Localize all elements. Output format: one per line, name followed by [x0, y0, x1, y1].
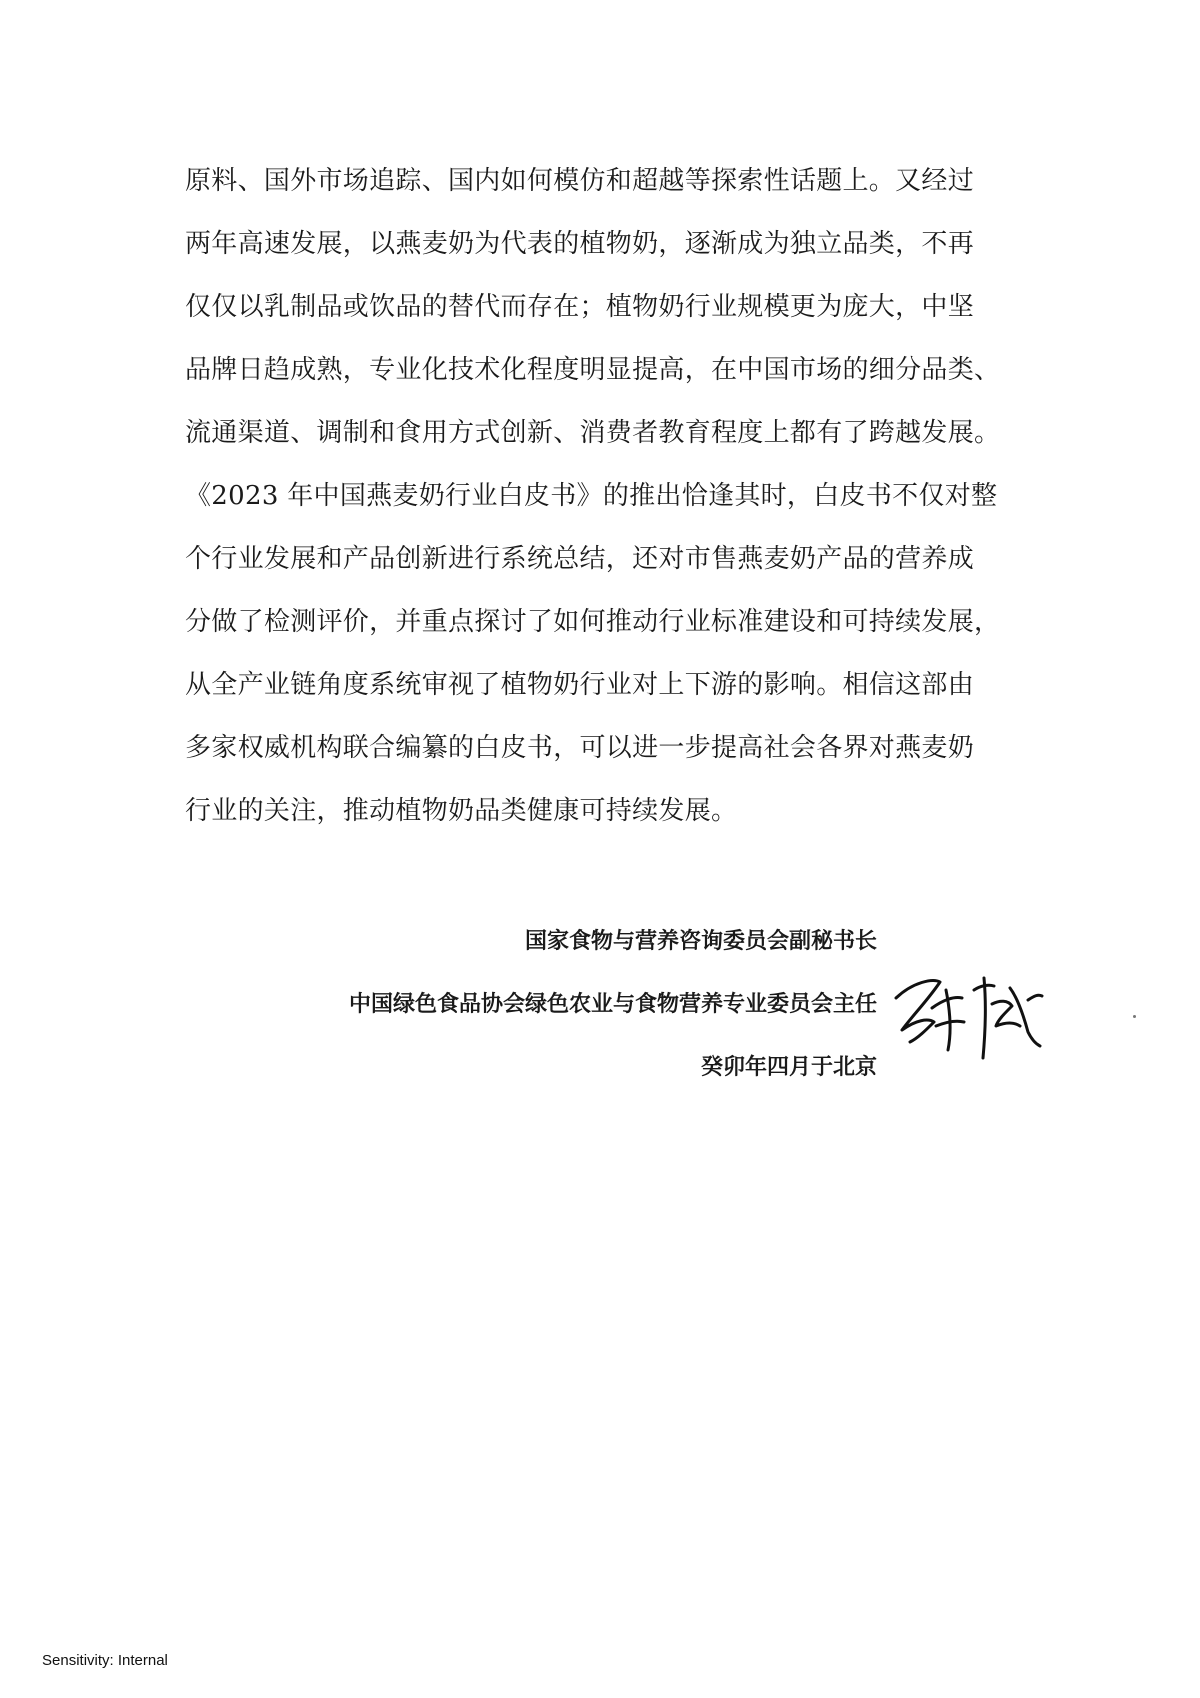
- text-line: 《2023 年中国燕麦奶行业白皮书》的推出恰逢其时，白皮书不仅对整: [185, 481, 998, 511]
- signatory-title-2: 中国绿色食品协会绿色农业与食物营养专业委员会主任: [348, 991, 877, 1017]
- text-line: 仅仅以乳制品或饮品的替代而存在；植物奶行业规模更为庞大，中坚: [185, 292, 975, 322]
- stray-mark: [1133, 1015, 1136, 1018]
- text-line: 原料、国外市场追踪、国内如何模仿和超越等探索性话题上。又经过: [185, 166, 975, 196]
- signature-date-place: 癸卯年四月于北京: [700, 1054, 877, 1080]
- body-paragraph: [185, 150, 1025, 843]
- text-line: 分做了检测评价，并重点探讨了如何推动行业标准建设和可持续发展，: [185, 607, 1001, 637]
- text-line: 流通渠道、调制和食用方式创新、消费者教育程度上都有了跨越发展。: [185, 418, 1001, 448]
- handwritten-signature: [888, 960, 1048, 1060]
- text-line: 个行业发展和产品创新进行系统总结，还对市售燕麦奶产品的营养成: [185, 544, 975, 574]
- signatory-title-1: 国家食物与营养咨询委员会副秘书长: [524, 928, 877, 954]
- text-line: 品牌日趋成熟，专业化技术化程度明显提高，在中国市场的细分品类、: [185, 355, 1001, 385]
- text-line: 从全产业链角度系统审视了植物奶行业对上下游的影响。相信这部由: [185, 670, 975, 700]
- sensitivity-label: Sensitivity: Internal: [42, 1652, 168, 1669]
- text-line: 多家权威机构联合编纂的白皮书，可以进一步提高社会各界对燕麦奶: [185, 733, 975, 763]
- signature-block: [349, 910, 877, 1099]
- text-line: 行业的关注，推动植物奶品类健康可持续发展。: [185, 796, 738, 826]
- text-line: 两年高速发展，以燕麦奶为代表的植物奶，逐渐成为独立品类，不再: [185, 229, 975, 259]
